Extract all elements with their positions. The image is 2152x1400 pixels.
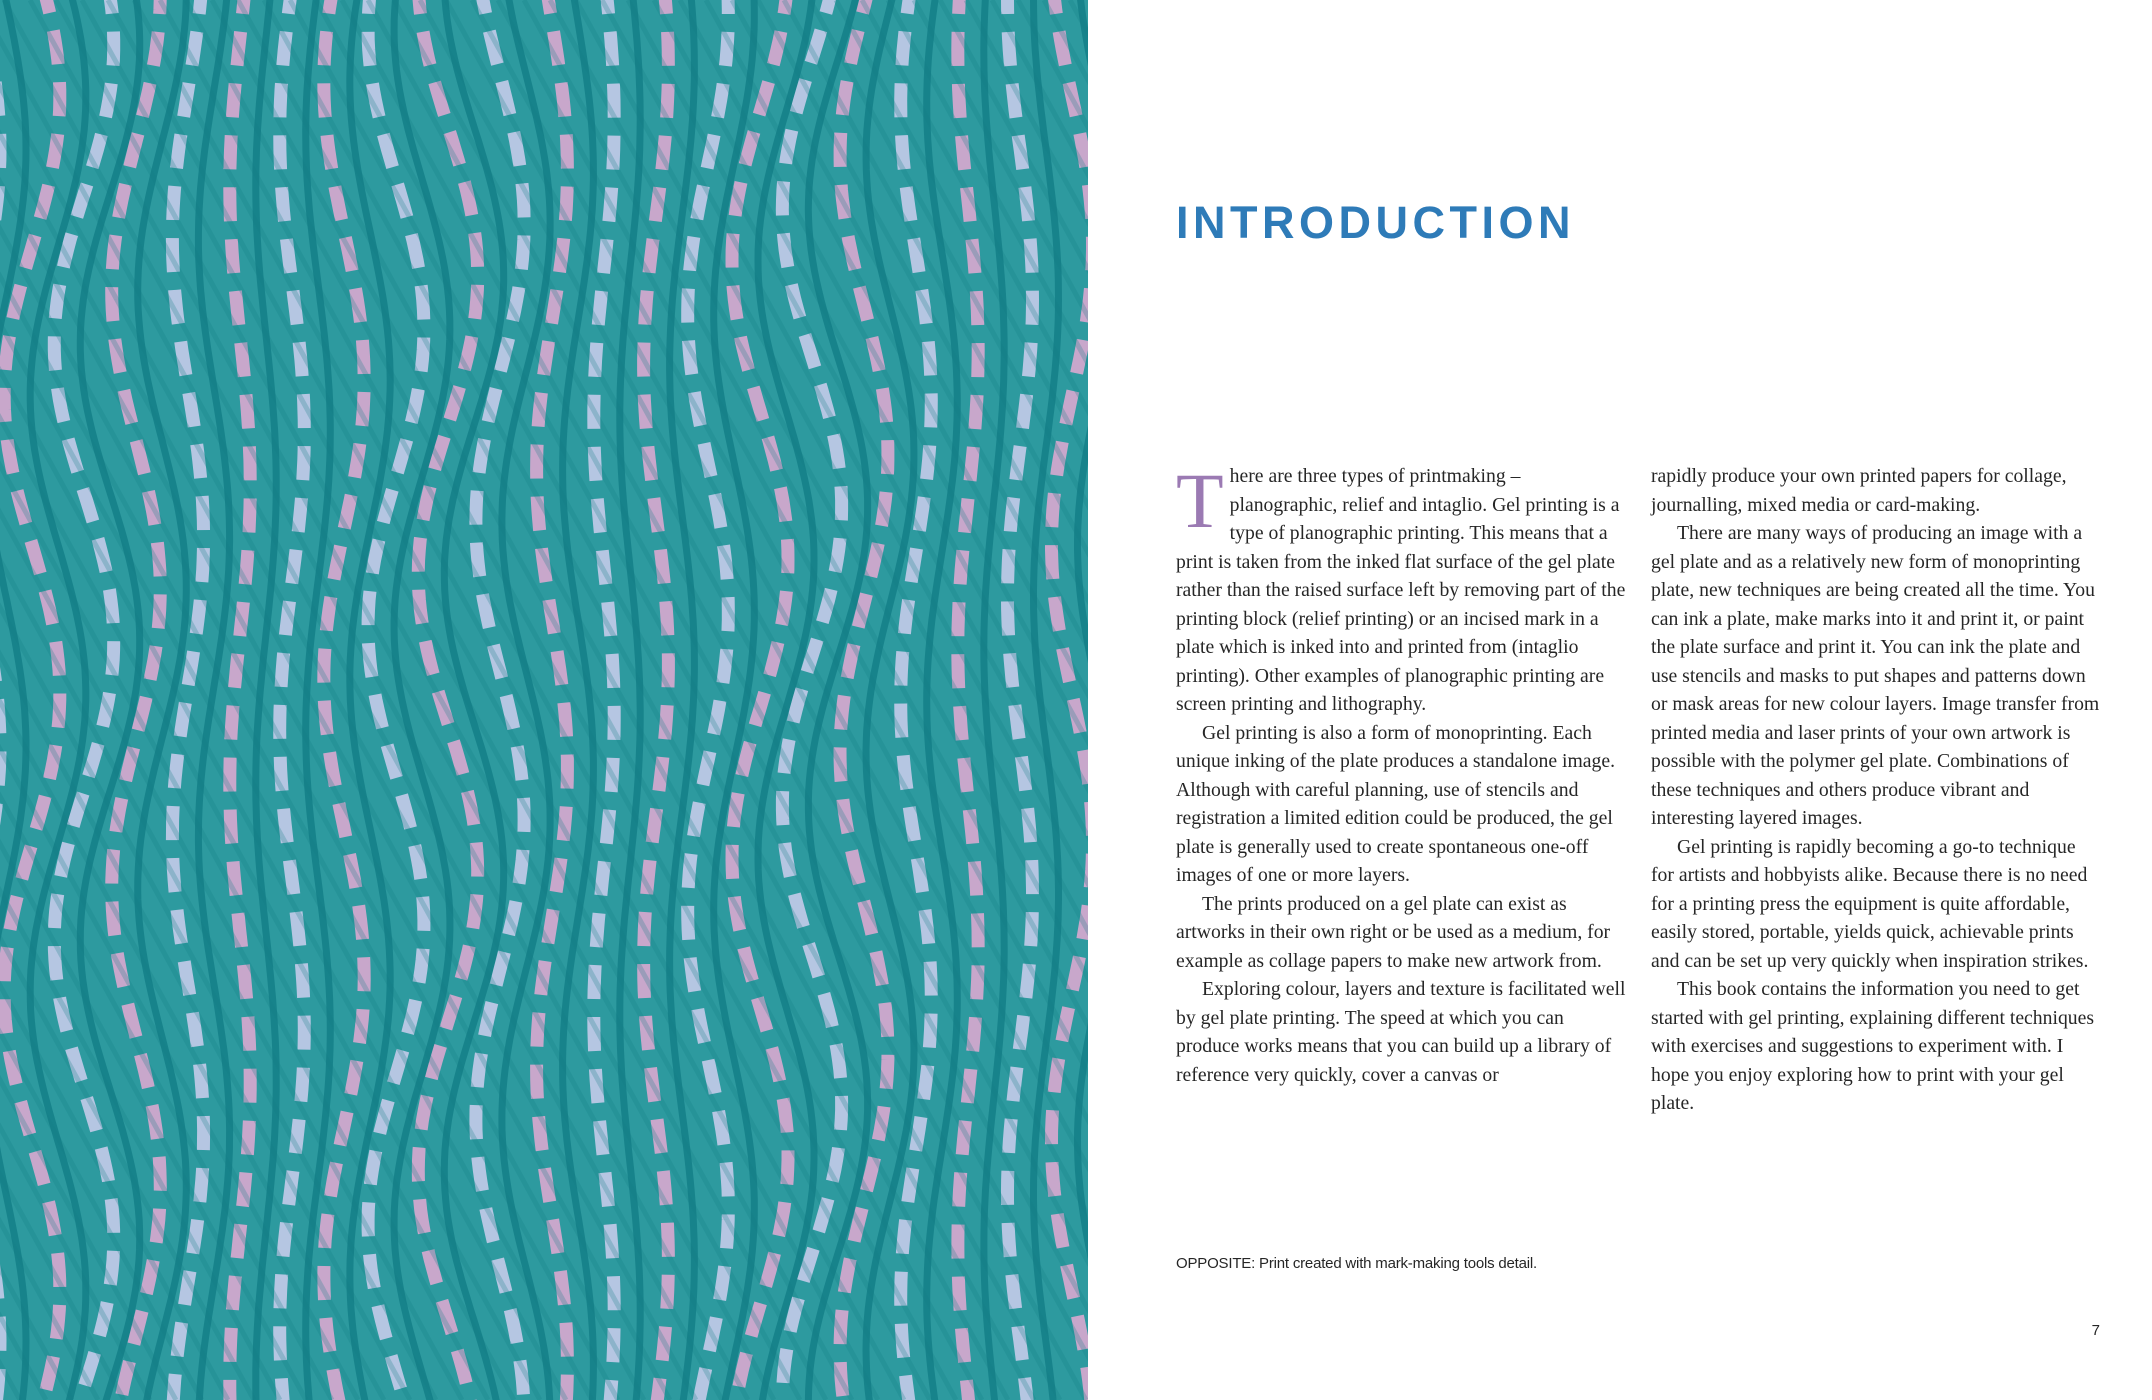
drop-cap: T xyxy=(1176,457,1224,544)
paragraph-text: here are three types of printmaking – planographic, relief and intaglio. Gel printing is a type of planographic printing. This means that a print is taken from the inked flat surface of the gel plate rather than the raised surface left by removing part of the printing block (relief printing) or an incised mark in a plate which is inked into and printed from (intaglio printing). Other examples of planographic printing are screen printing and lithography. xyxy=(1176,465,1626,715)
paragraph: The prints produced on a gel plate can exist as artworks in their own right or be used as a medium, for example as collage papers to make new artwork from. xyxy=(1176,892,1611,972)
text-column-left xyxy=(1176,457,1626,1089)
page-number: 7 xyxy=(2091,1322,2100,1339)
introduction-page xyxy=(1088,0,2152,1400)
paragraph: This book contains the information you need to get started with gel printing, explaining different techniques with exercises and suggestions to experiment with. I hope you enjoy exploring how to print with your gel plate. xyxy=(1651,978,2095,1114)
image-caption: OPPOSITE: Print created with mark-making tools detail. xyxy=(1176,1255,1537,1272)
text-column-right xyxy=(1651,462,2101,1118)
paragraph: There are many ways of producing an image with a gel plate and as a relatively new form of monoprinting plate, new techniques are being created all the time. You can ink a plate, make marks into it and print it, or paint the plate surface and print it. You can ink the plate and use stencils and masks to put shapes and patterns down or mask areas for new colour layers. Image transfer from printed media and laser prints of your own artwork is possible with the polymer gel plate. Combinations of these techniques and others produce vibrant and interesting layered images. xyxy=(1651,522,2100,829)
paragraph xyxy=(1176,457,1626,719)
paragraph-continued: rapidly produce your own printed papers for collage, journalling, mixed media or card-making. xyxy=(1651,465,2067,516)
paragraph: Gel printing is rapidly becoming a go-to technique for artists and hobbyists alike. Because there is no need for a printing press the equipment is quite affordable, easily stored, portable, yields quick, achievable prints and can be set up very quickly when inspiration strikes. xyxy=(1651,835,2089,972)
paragraph: Gel printing is also a form of monoprinting. Each unique inking of the plate produces a standalone image. Although with careful planning, use of stencils and registration a limited edition could be produced, the gel plate is generally used to create spontaneous one-off images of one or more layers. xyxy=(1176,721,1616,886)
paragraph: Exploring colour, layers and texture is facilitated well by gel plate printing. The speed at which you can produce works means that you can build up a library of reference very quickly, cover a canvas or xyxy=(1176,978,1626,1086)
page-title: INTRODUCTION xyxy=(1176,197,1575,248)
